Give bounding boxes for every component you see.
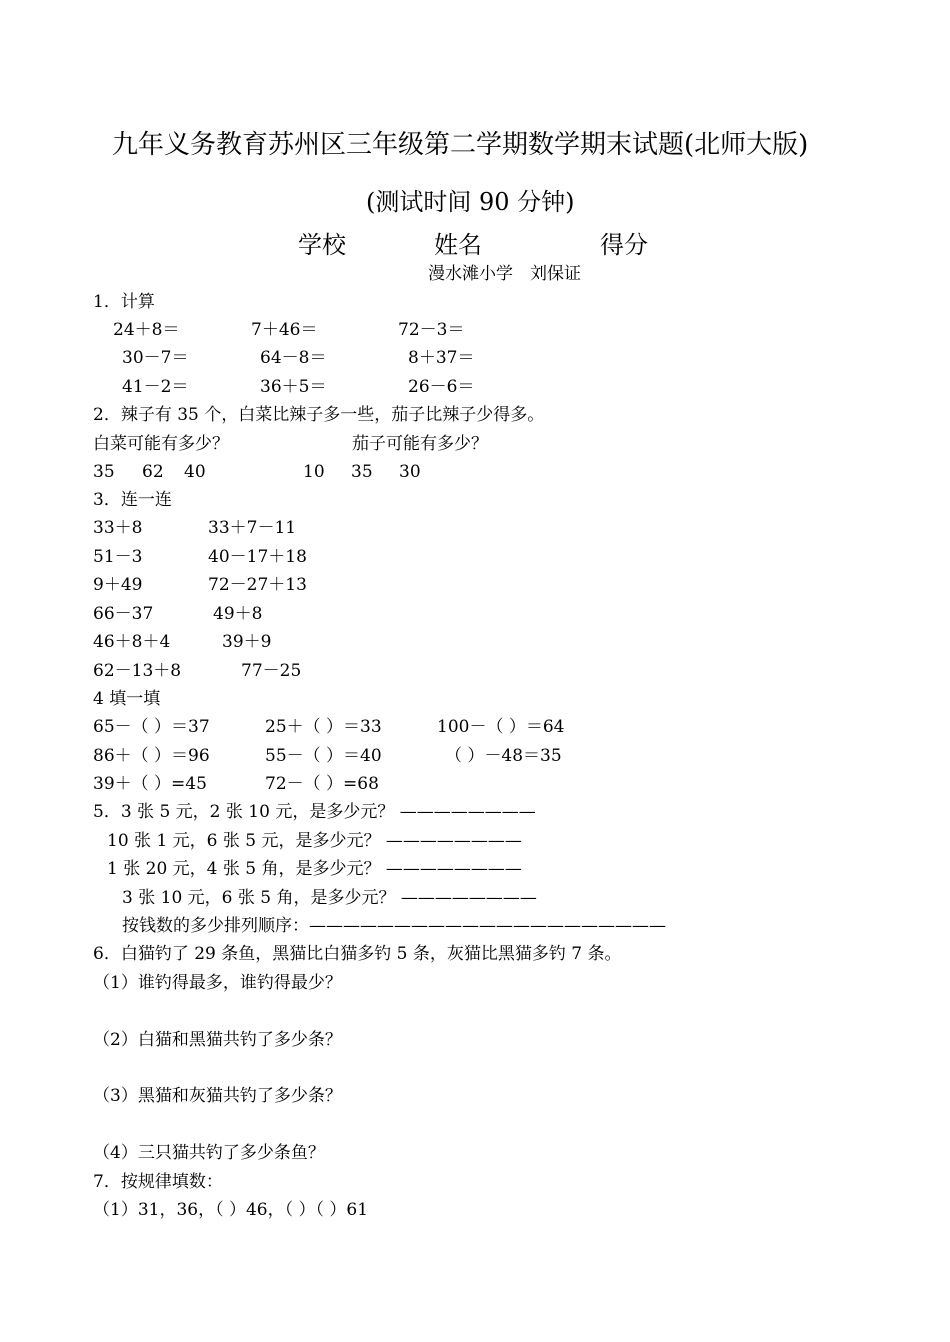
- q2-left-question: 白菜可能有多少？: [93, 434, 229, 454]
- q3-right-item: 33＋7－11: [208, 518, 297, 538]
- name-label: 姓名: [434, 231, 482, 259]
- q4-heading: 4 填一填: [93, 689, 161, 709]
- q1-heading: 1．计算: [93, 292, 155, 312]
- author-line: 漫水滩小学 刘保证: [428, 264, 581, 284]
- q1-item: 30－7＝: [122, 348, 189, 368]
- q6-subquestion: （4）三只猫共钓了多少条鱼？: [93, 1143, 325, 1163]
- q3-left-item: 51－3: [93, 547, 143, 567]
- q3-left-item: 66－37: [93, 604, 154, 624]
- q6-subquestion: （2）白猫和黑猫共钓了多少条？: [93, 1030, 342, 1050]
- q3-right-item: 49＋8: [213, 604, 263, 624]
- q6-subquestion: （1）谁钓得最多，谁钓得最少？: [93, 973, 342, 993]
- q3-left-item: 9＋49: [93, 575, 143, 595]
- q2-option: 35: [93, 462, 115, 482]
- q2-option: 30: [399, 462, 421, 482]
- q3-left-item: 33＋8: [93, 518, 143, 538]
- school-label: 学校: [298, 231, 346, 259]
- q3-right-item: 39＋9: [222, 632, 272, 652]
- q4-item: 72－（ ）=68: [265, 774, 379, 794]
- q2-right-question: 茄子可能有多少？: [352, 434, 488, 454]
- q5-line: 5．3 张 5 元，2 张 10 元，是多少元？ ————————: [93, 802, 536, 822]
- q2-option: 62: [142, 462, 164, 482]
- q7-subquestion: （1）31，36，（ ）46，（ ）（ ）61: [93, 1200, 369, 1220]
- q3-left-item: 46＋8＋4: [93, 632, 171, 652]
- q4-item: 55－（ ）＝40: [265, 746, 382, 766]
- q7-heading: 7．按规律填数：: [93, 1172, 223, 1192]
- q1-item: 26－6＝: [408, 377, 475, 397]
- q5-line: 按钱数的多少排列顺序：—————————————————————: [122, 916, 666, 936]
- q4-item: 65－（ ）＝37: [93, 717, 210, 737]
- q2-option: 35: [351, 462, 373, 482]
- q2-option: 10: [303, 462, 325, 482]
- q2-heading: 2．辣子有 35 个，白菜比辣子多一些，茄子比辣子少得多。: [93, 405, 545, 425]
- q5-line: 10 张 1 元，6 张 5 元，是多少元？ ————————: [107, 831, 522, 851]
- q3-left-item: 62－13＋8: [93, 661, 182, 681]
- q5-line: 3 张 10 元，6 张 5 角，是多少元？ ————————: [122, 888, 537, 908]
- q1-item: 24＋8＝: [113, 320, 180, 340]
- q5-line: 1 张 20 元，4 张 5 角，是多少元？ ————————: [107, 859, 522, 879]
- q3-right-item: 77－25: [241, 661, 302, 681]
- exam-title: 九年义务教育苏州区三年级第二学期数学期末试题(北师大版): [112, 130, 809, 160]
- q3-right-item: 40－17＋18: [208, 547, 307, 567]
- q6-subquestion: （3）黑猫和灰猫共钓了多少条？: [93, 1086, 342, 1106]
- q1-item: 36＋5＝: [260, 377, 327, 397]
- q4-item: 86＋（ ）＝96: [93, 746, 210, 766]
- q1-item: 41－2＝: [122, 377, 189, 397]
- exam-duration: (测试时间 90 分钟): [366, 188, 575, 216]
- q3-heading: 3．连一连: [93, 490, 172, 510]
- q6-heading: 6．白猫钓了 29 条鱼，黑猫比白猫多钓 5 条，灰猫比黑猫多钓 7 条。: [93, 944, 622, 964]
- q1-item: 72－3＝: [398, 320, 465, 340]
- q4-item: （ ）－48＝35: [445, 746, 562, 766]
- q1-item: 64－8＝: [260, 348, 327, 368]
- q3-right-item: 72－27＋13: [208, 575, 307, 595]
- q2-option: 40: [184, 462, 206, 482]
- q1-item: 8＋37＝: [408, 348, 475, 368]
- score-label: 得分: [600, 231, 648, 259]
- q1-item: 7＋46＝: [251, 320, 318, 340]
- q4-item: 100－（ ）＝64: [437, 717, 565, 737]
- q4-item: 39＋（ ）=45: [93, 774, 207, 794]
- q4-item: 25＋（ ）＝33: [265, 717, 382, 737]
